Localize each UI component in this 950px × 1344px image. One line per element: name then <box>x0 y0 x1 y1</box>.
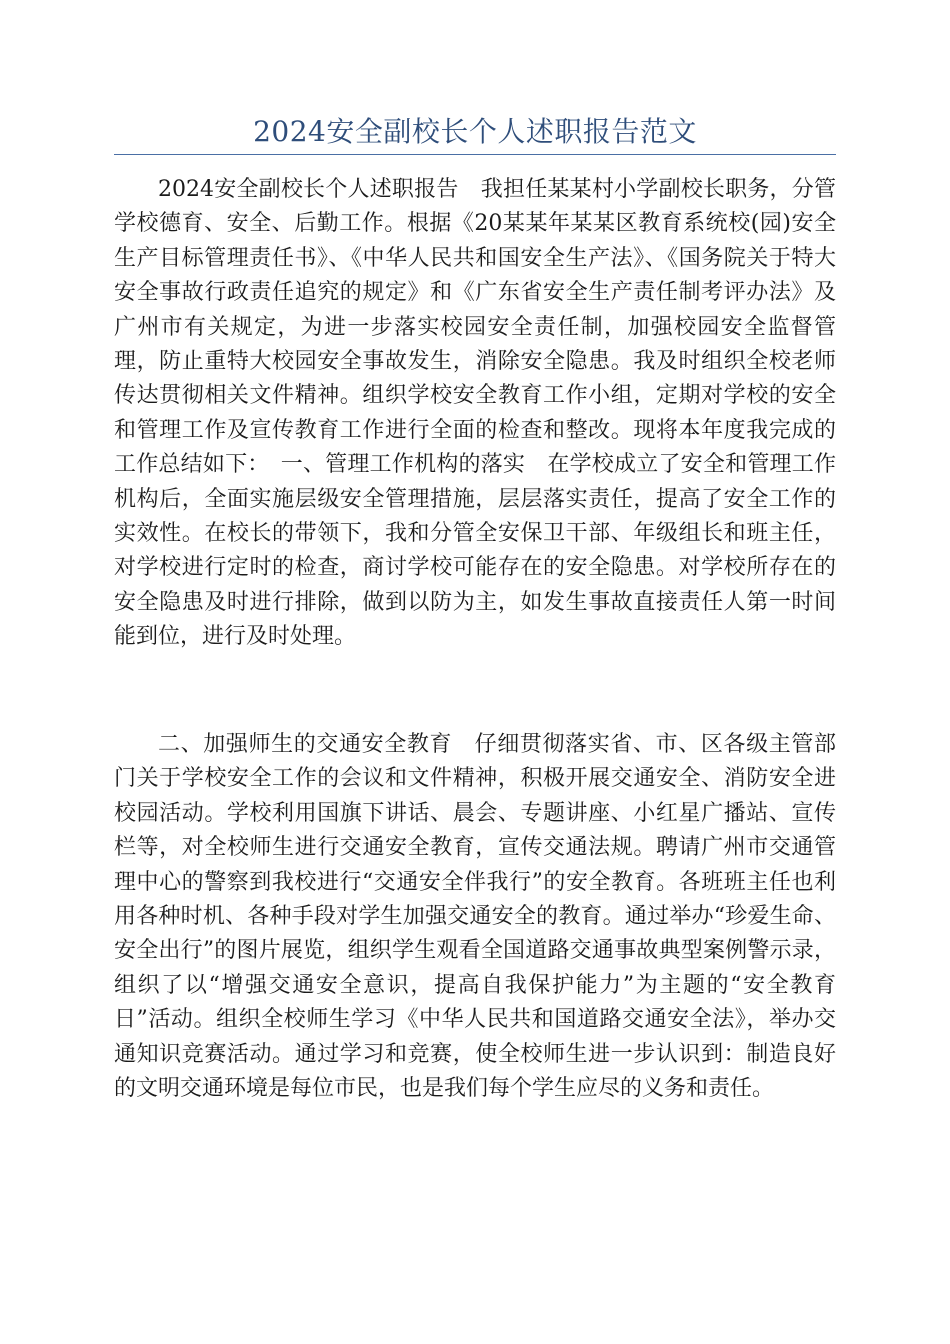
document-title: 2024安全副校长个人述职报告范文 <box>253 115 697 148</box>
paragraph-2: 二、加强师生的交通安全教育 仔细贯彻落实省、市、区各级主管部门关于学校安全工作的会议和文件精神，积极开展交通安全、消防安全进校园活动。学校利用国旗下讲话、晨会、专题讲座、小红星广播站、宣传栏等，对全校师生进行交通安全教育，宣传交通法规。聘请广州市交通管理中心的警察到我校进行“交通安全伴我行”的安全教育。各班班主任也利用各种时机、各种手段对学生加强交通安全的教育。通过举办“珍爱生命、安全出行”的图片展览，组织学生观看全国道路交通事故典型案例警示录，组织了以“增强交通安全意识，提高自我保护能力”为主题的“安全教育日”活动。组织全校师生学习《中华人民共和国道路交通安全法》，举办交通知识竞赛活动。通过学习和竞赛，使全校师生进一步认识到：制造良好的文明交通环境是每位市民，也是我们每个学生应尽的义务和责任。 <box>114 732 836 1102</box>
paragraph-1: 2024安全副校长个人述职报告 我担任某某村小学副校长职务，分管学校德育、安全、后勤工作。根据《20某某年某某区教育系统校(园)安全生产目标管理责任书》、《中华人民共和国安全生产法》、《国务院关于特大安全事故行政责任追究的规定》和《广东省安全生产责任制考评办法》及广州市有关规定，为进一步落实校园安全责任制，加强校园安全监督管理，防止重特大校园安全事故发生，消除安全隐患。我及时组织全校老师传达贯彻相关文件精神。组织学校安全教育工作小组，定期对学校的安全和管理工作及宣传教育工作进行全面的检查和整改。现将本年度我完成的工作总结如下： 一、管理工作机构的落实 在学校成立了安全和管理工作机构后，全面实施层级安全管理措施，层层落实责任，提高了安全工作的实效性。在校长的带领下，我和分管全安保卫干部、年级组长和班主任，对学校进行定时的检查，商讨学校可能存在的安全隐患。对学校所存在的安全隐患及时进行排除，做到以防为主，如发生事故直接责任人第一时间能到位，进行及时处理。 <box>114 177 836 650</box>
title-underline <box>114 154 836 155</box>
